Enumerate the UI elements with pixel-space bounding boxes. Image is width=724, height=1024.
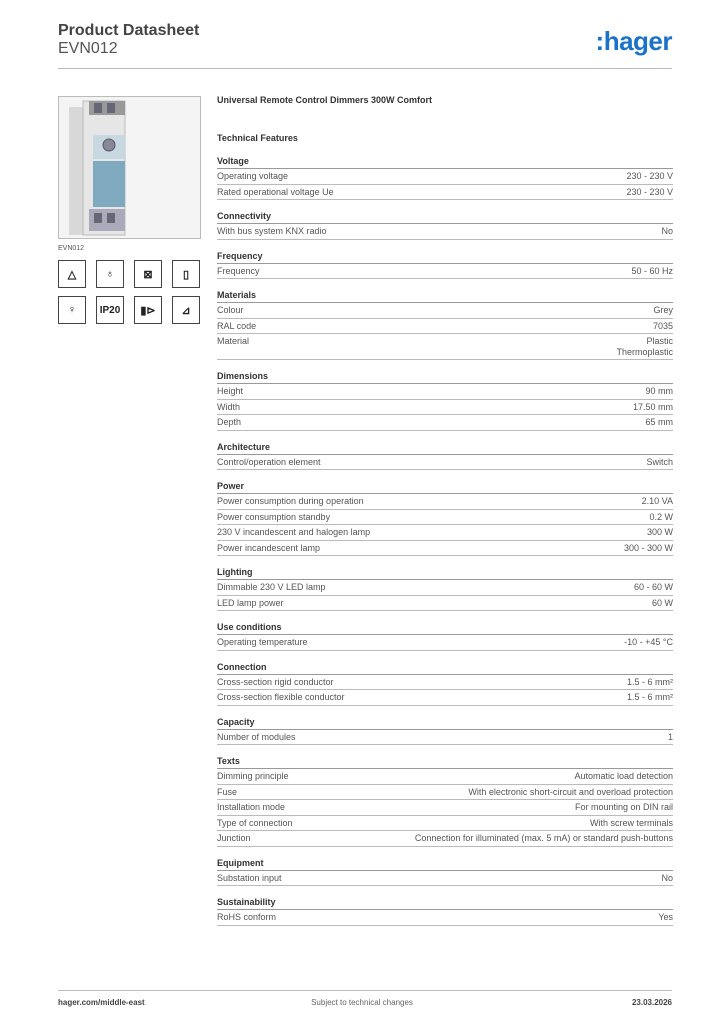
section-heading: Power [217,481,673,494]
technical-features-heading: Technical Features [217,133,298,143]
spec-value: Plastic Thermoplastic [616,336,673,357]
spec-value: 230 - 230 V [626,186,673,197]
spec-value: 90 mm [645,386,673,396]
spec-value: 65 mm [645,417,673,427]
spec-label: Installation mode [217,802,286,812]
fluorescent-tube-icon: ▯ [172,260,200,288]
spec-section [217,622,673,651]
section-heading: Texts [217,756,673,769]
hager-logo: :hager [595,26,672,56]
spec-label: Type of connection [217,817,293,828]
spec-label: Control/operation element [217,456,321,467]
spec-row [217,831,673,847]
spec-label: Material [217,336,250,346]
spec-value: 2.10 VA [641,496,673,506]
halogen-bulb-icon: ♁ [96,260,124,288]
spec-row [217,580,673,596]
spec-section [217,251,673,280]
spec-row [217,690,673,706]
spec-label: 230 V incandescent and halogen lamp [217,527,371,537]
spec-label: Power consumption during operation [217,496,364,506]
footer-url[interactable]: hager.com/middle-east [58,998,145,1007]
section-heading: Capacity [217,717,673,730]
spec-section [217,371,673,431]
spec-value: No [661,872,673,883]
spec-section [217,442,673,471]
spec-label: Operating voltage [217,171,289,181]
spec-row [217,185,673,201]
section-heading: Dimensions [217,371,673,384]
dimmer-transformer-icon: ⊠ [134,260,162,288]
spec-row [217,525,673,541]
spec-value: Automatic load detection [574,771,673,781]
section-heading: Lighting [217,567,673,580]
spec-row [217,910,673,926]
spec-section [217,211,673,240]
footer-note: Subject to technical changes [311,998,413,1007]
spec-row [217,224,673,240]
spec-label: Junction [217,833,251,843]
spec-label: Frequency [217,265,260,276]
ip20-icon: IP20 [96,296,124,324]
spec-label: Fuse [217,786,238,797]
section-heading: Connection [217,662,673,675]
spec-value: Grey [653,305,673,315]
spec-section [217,858,673,887]
spec-row [217,494,673,510]
section-heading: Sustainability [217,897,673,910]
spec-value: 50 - 60 Hz [631,265,673,276]
spec-label: Depth [217,417,242,427]
spec-row [217,800,673,816]
spec-value: Switch [646,456,673,467]
product-code: EVN012 [58,40,118,57]
module-icon: ▮⊳ [134,296,162,324]
spec-section [217,897,673,926]
spec-section [217,662,673,706]
footer-date: 23.03.2026 [631,998,672,1007]
spec-value: 1.5 - 6 mm² [626,692,673,702]
spec-value: For mounting on DIN rail [574,802,673,812]
spec-row [217,384,673,400]
section-heading: Architecture [217,442,673,455]
spec-label: Dimming principle [217,771,289,781]
bulb-icon: ♀ [58,296,86,324]
spec-section [217,717,673,746]
product-image [58,96,201,239]
product-title: Universal Remote Control Dimmers 300W Comfort [217,95,433,105]
spec-label: RoHS conform [217,912,277,922]
spec-row [217,871,673,887]
spec-label: RAL code [217,320,257,331]
section-heading: Materials [217,290,673,303]
spec-section [217,567,673,611]
spec-content [217,95,673,937]
spec-row [217,510,673,526]
spec-row [217,635,673,651]
spec-row [217,596,673,612]
spec-value: -10 - +45 °C [624,637,673,647]
spec-label: Power incandescent lamp [217,542,321,553]
spec-row [217,455,673,471]
spec-label: Number of modules [217,731,296,742]
section-heading: Equipment [217,858,673,871]
spec-value: 0.2 W [649,511,673,522]
spec-row [217,730,673,746]
spec-label: LED lamp power [217,597,284,608]
spec-row [217,319,673,335]
spec-value: 230 - 230 V [626,171,673,181]
spec-value: 7035 [652,320,673,331]
spec-value: 17.50 mm [632,401,673,412]
spec-row [217,769,673,785]
spec-label: With bus system KNX radio [217,226,327,236]
spec-row [217,541,673,557]
section-heading: Use conditions [217,622,673,635]
spec-section [217,290,673,360]
spec-row [217,816,673,832]
spec-value: 60 - 60 W [633,582,673,592]
spec-section [217,756,673,847]
spec-row [217,264,673,280]
spec-value: With screw terminals [589,817,673,828]
spec-value: Yes [658,912,673,922]
spec-row [217,303,673,319]
din-rail-module-icon [59,97,200,238]
push-button-icon: ⊿ [172,296,200,324]
spec-label: Power consumption standby [217,511,331,522]
spec-row [217,334,673,360]
spec-value: 1 [667,731,673,742]
section-heading: Connectivity [217,211,673,224]
footer-divider [58,990,672,991]
spec-label: Colour [217,305,244,315]
header-divider [58,68,672,69]
spec-value: 60 W [651,597,673,608]
spec-section [217,156,673,200]
spec-value: Connection for illuminated (max. 5 mA) or standard push-buttons [414,833,673,843]
spec-row [217,675,673,691]
lamp-bell-icon: △ [58,260,86,288]
spec-row [217,415,673,431]
spec-label: Dimmable 230 V LED lamp [217,582,326,592]
section-heading: Voltage [217,156,673,169]
section-heading: Frequency [217,251,673,264]
spec-section [217,481,673,556]
spec-label: Cross-section rigid conductor [217,676,334,687]
spec-value: No [661,226,673,236]
spec-value: 1.5 - 6 mm² [626,676,673,687]
image-caption: EVN012 [58,245,85,252]
spec-row [217,785,673,801]
spec-label: Substation input [217,872,282,883]
spec-value: 300 - 300 W [623,542,673,553]
spec-label: Cross-section flexible conductor [217,692,345,702]
spec-value: 300 W [646,527,673,537]
spec-label: Operating temperature [217,637,308,647]
spec-row [217,169,673,185]
feature-icons [58,260,201,324]
spec-row [217,400,673,416]
spec-sections [217,156,673,926]
page-title: Product Datasheet [58,22,200,39]
spec-label: Height [217,386,244,396]
spec-label: Rated operational voltage Ue [217,186,334,197]
spec-value: With electronic short-circuit and overload protection [468,786,673,797]
spec-label: Width [217,401,241,412]
